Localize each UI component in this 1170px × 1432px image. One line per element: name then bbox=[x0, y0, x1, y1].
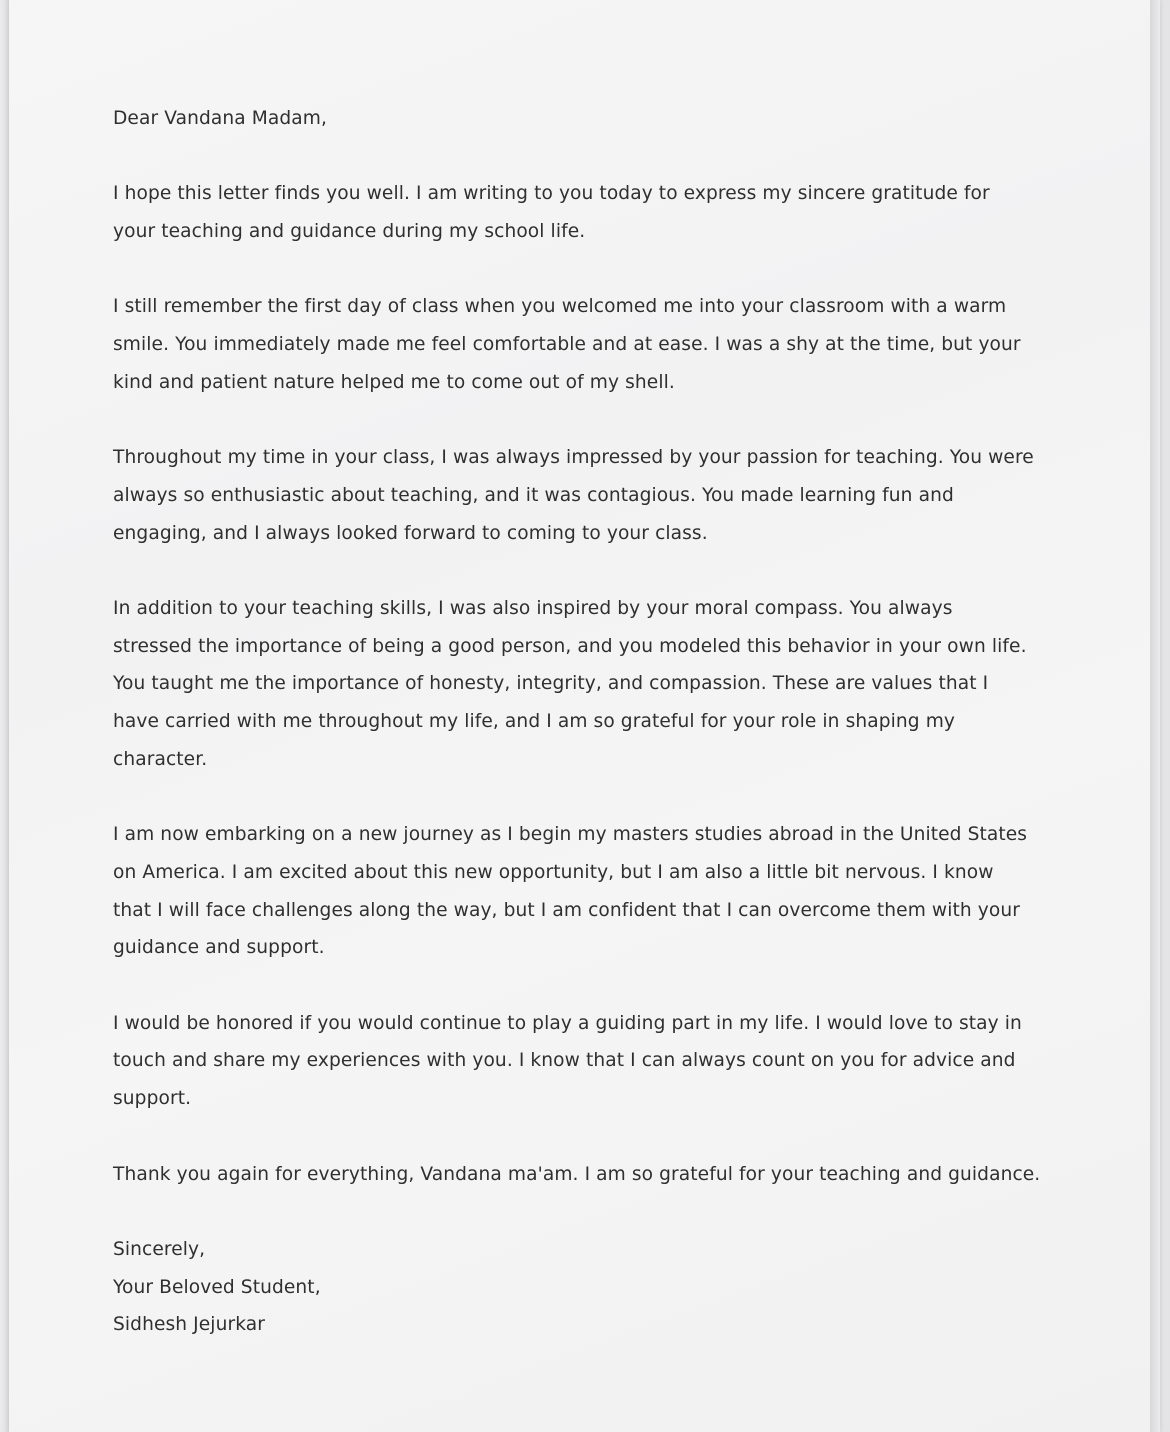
paragraph-line: engaging, and I always looked forward to coming to your class. bbox=[113, 522, 708, 544]
paragraph-line: have carried with me throughout my life, and I am so grateful for your role in shaping my bbox=[113, 711, 956, 733]
sender-name: Sidhesh Jejurkar bbox=[113, 1314, 265, 1336]
paragraph-line: that I will face challenges along the way, but I am confident that I can overcome them with your bbox=[113, 899, 1020, 921]
paragraph-line: your teaching and guidance during my school life. bbox=[113, 221, 586, 243]
paragraph-line: I am now embarking on a new journey as I begin my masters studies abroad in the United States bbox=[113, 824, 1028, 846]
paragraph-line: You taught me the importance of honesty, integrity, and compassion. These are values that I bbox=[113, 673, 989, 695]
paragraph-line: touch and share my experiences with you. I know that I can always count on you for advice and bbox=[113, 1050, 1016, 1072]
paragraph-line: kind and patient nature helped me to come out of my shell. bbox=[113, 371, 675, 393]
salutation-text: Dear Vandana Madam, bbox=[113, 108, 328, 129]
paragraph-line: In addition to your teaching skills, I was also inspired by your moral compass. You always bbox=[113, 598, 953, 620]
paragraph-new-journey bbox=[113, 816, 1103, 967]
paragraph-line: on America. I am excited about this new opportunity, but I am also a little bit nervous. I know bbox=[113, 861, 994, 883]
paragraph-opening bbox=[113, 175, 1103, 250]
paragraph-line: character. bbox=[113, 748, 208, 770]
paragraph-line: I still remember the first day of class when you welcomed me into your classroom with a warm bbox=[113, 296, 1007, 318]
page-edge-right bbox=[1150, 0, 1160, 1432]
sender-relation: Your Beloved Student, bbox=[113, 1276, 321, 1298]
paragraph-stay-in-touch bbox=[113, 1005, 1103, 1118]
paragraph-thank-you bbox=[113, 1156, 1103, 1194]
salutation bbox=[113, 100, 1103, 138]
paragraph-line: Thank you again for everything, Vandana ma'am. I am so grateful for your teaching and guidance. bbox=[113, 1163, 1041, 1185]
paragraph-line: stressed the importance of being a good person, and you modeled this behavior in your own life. bbox=[113, 635, 1027, 657]
valediction: Sincerely, bbox=[113, 1238, 206, 1260]
paragraph-line: I hope this letter finds you well. I am writing to you today to express my sincere gratitude for bbox=[113, 183, 990, 205]
paragraph-moral-compass bbox=[113, 590, 1103, 779]
paragraph-line: I would be honored if you would continue to play a guiding part in my life. I would love to stay in bbox=[113, 1012, 1022, 1034]
paragraph-line: always so enthusiastic about teaching, and it was contagious. You made learning fun and bbox=[113, 484, 954, 506]
letter-body bbox=[113, 100, 1103, 1382]
closing-block bbox=[113, 1231, 1103, 1344]
paragraph-first-day bbox=[113, 288, 1103, 401]
paragraph-line: guidance and support. bbox=[113, 937, 325, 959]
paragraph-line: support. bbox=[113, 1088, 192, 1110]
paragraph-line: smile. You immediately made me feel comfortable and at ease. I was a shy at the time, but your bbox=[113, 334, 1021, 356]
paragraph-passion bbox=[113, 439, 1103, 552]
paragraph-line: Throughout my time in your class, I was always impressed by your passion for teaching. You were bbox=[113, 447, 1034, 469]
page-edge-left bbox=[0, 0, 9, 1432]
